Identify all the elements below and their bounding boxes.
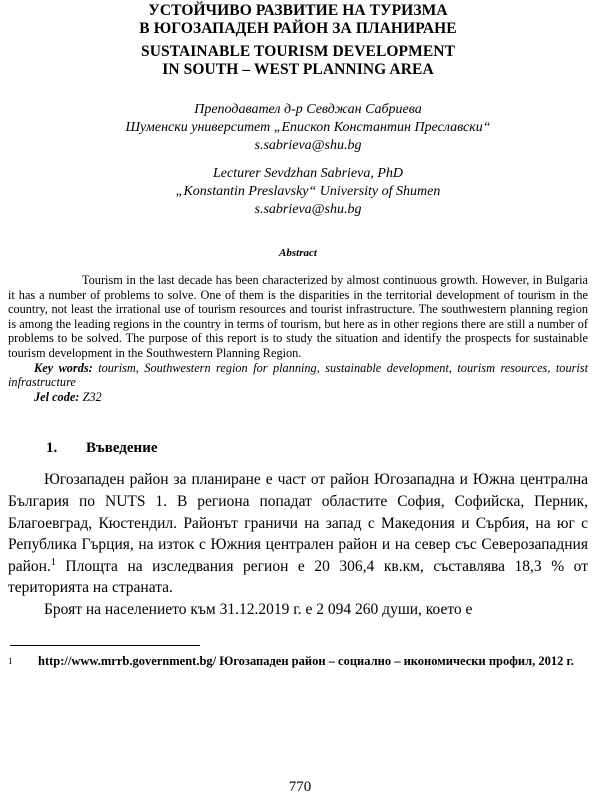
section-title: Въведение: [86, 440, 158, 457]
section-number: 1.: [46, 440, 58, 457]
author-info-english: [8, 165, 588, 219]
author-en-name: Lecturer Sevdzhan Sabrieva, PhD: [213, 166, 403, 181]
jel-label: Jel code:: [34, 389, 80, 404]
section-heading: [8, 440, 588, 457]
body-p1-part1: Югозападен район за планиране е част от район Югозападна и Южна централна България по NUTS 1. В региона попадат областите София, Софийска, Перник, Благоевград, Кюстендил. Районът граничи на запад с Македония и Сърбия, на юг с Република Гърция, на изток с Южния централен район и на север със Северозападния район.: [8, 471, 588, 575]
author-bg-name: Преподавател д-р Севджан Сабриева: [194, 102, 422, 117]
abstract-text: Tourism in the last decade has been characterized by almost continuous growth. However, in Bulgaria it has a number of problems to solve. One of them is the disparities in the territorial development of tourism in the country, not least the irrational use of tourism resources and tourist infrastructure. The southwestern planning region is among the leading regions in the country in terms of tourism, but here as in other regions there are still a number of problems to be solved. The purpose of this report is to study the situation and identify the prospects for sustainable tourism development in the Southwestern Planning Region.: [8, 273, 588, 360]
author-en-email: s.sabrieva@shu.bg: [254, 202, 362, 217]
title-bg-line2: В ЮГОЗАПАДЕН РАЙОН ЗА ПЛАНИРАНЕ: [139, 20, 457, 37]
title-en-line1: SUSTAINABLE TOURISM DEVELOPMENT: [140, 43, 456, 60]
abstract-heading: Abstract: [279, 247, 317, 259]
jel-value: Z32: [79, 389, 102, 404]
title-bg-line1: УСТОЙЧИВО РАЗВИТИЕ НА ТУРИЗМА: [148, 2, 448, 19]
title-en-line2: IN SOUTH – WEST PLANNING AREA: [162, 61, 434, 78]
author-bg-affiliation: Шуменски университет „Епископ Константин Преславски“: [125, 120, 491, 135]
body-paragraph-2: Броят на населението към 31.12.2019 г. е 2 094 260 души, което е: [44, 600, 473, 618]
body-text: [8, 469, 588, 620]
footnote-separator: [10, 645, 200, 646]
author-bg-email: s.sabrieva@shu.bg: [254, 138, 362, 153]
body-paragraph-1: [8, 469, 588, 599]
author-info-bulgarian: [8, 101, 588, 155]
body-p1-part2: Площта на изследвания регион е 20 306,4 кв.км, съставлява 18,3 % от територията на страната.: [8, 557, 588, 597]
title-english: [8, 43, 588, 79]
jel-code: [8, 390, 588, 405]
author-en-affiliation: „Konstantin Preslavsky“ University of Shumen: [175, 184, 441, 199]
footnote-mark: 1: [8, 655, 13, 666]
keywords-text: tourism, Southwestern region for planning, sustainable development, tourism resources, tourist infrastructure: [8, 360, 588, 390]
footnote-text: http://www.mrrb.government.bg/ Югозападен район – социално – икономически профил, 2012 г.: [38, 653, 574, 668]
title-bulgarian: [8, 0, 588, 38]
keywords-label: Key words:: [34, 360, 93, 375]
footnote: [8, 652, 588, 670]
keywords: [8, 361, 588, 390]
page-number: 770: [288, 779, 312, 795]
footnote-reference: 1: [50, 556, 56, 568]
